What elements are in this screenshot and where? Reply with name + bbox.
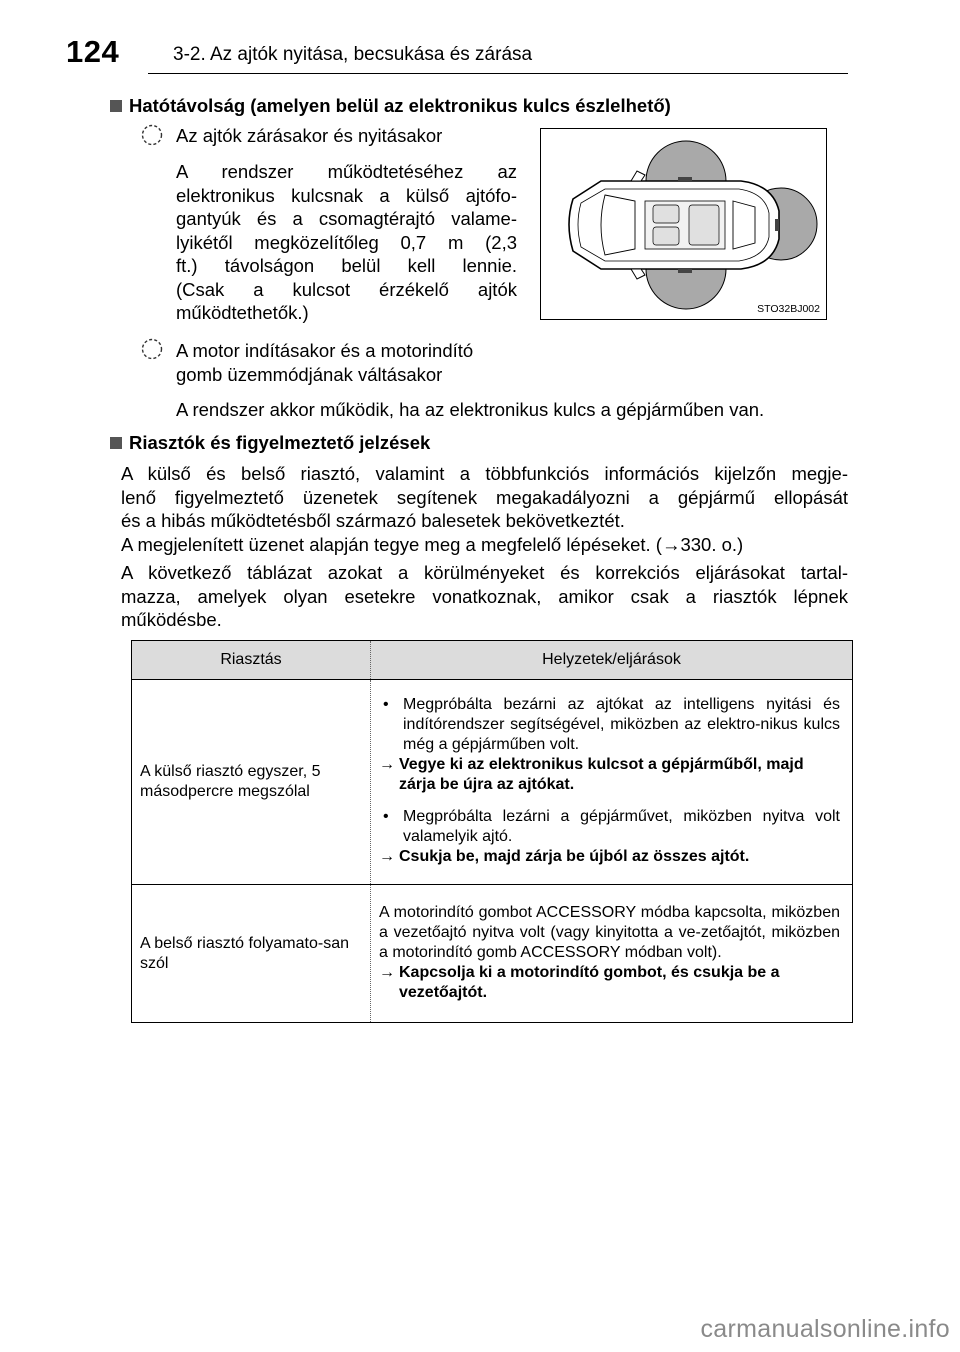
bullet2-body: A rendszer akkor működik, ha az elektronikus kulcs a gépjárműben van. bbox=[176, 399, 765, 420]
list-item bbox=[379, 807, 840, 847]
action-text: Kapcsolja ki a motorindító gombot, és csukja be a vezetőajtót. bbox=[399, 963, 780, 1001]
bullet1-line: gantyúk és a csomagtérajtó valame- bbox=[176, 208, 517, 229]
bullet1-body bbox=[176, 160, 517, 325]
bullet-dot-icon: • bbox=[383, 696, 389, 713]
para1-line: és a hibás működtetésből származó balesetek bekövetkeztét. bbox=[121, 510, 625, 531]
heading-square-icon bbox=[110, 100, 122, 112]
watermark: carmanualsonline.info bbox=[700, 1315, 950, 1343]
para1-line: lenő figyelmeztető üzenetek segítenek megakadályozni a gépjármű ellopását bbox=[121, 486, 848, 508]
page-reference-link[interactable]: 330. o.) bbox=[680, 533, 744, 555]
alarms-paragraph-1 bbox=[121, 462, 848, 556]
table-row bbox=[132, 680, 853, 885]
alarm-table bbox=[131, 640, 853, 1023]
situation-cell bbox=[371, 680, 853, 885]
situation-text: Megpróbálta lezárni a gépjárművet, miközben nyitva volt valamelyik ajtó. bbox=[403, 808, 840, 845]
alarms-paragraph-3 bbox=[121, 561, 848, 632]
arrow-icon: → bbox=[379, 756, 395, 773]
heading-square-icon bbox=[110, 437, 122, 449]
key-range-figure bbox=[540, 128, 827, 320]
alarm-cell: A külső riasztó egyszer, 5 másodpercre megszólal bbox=[132, 680, 371, 885]
bullet2-title bbox=[176, 339, 517, 386]
bullet1-line: ft.) távolságon belül kell lennie. bbox=[176, 255, 517, 276]
page-number: 124 bbox=[66, 34, 120, 69]
dashed-circle-bullet-icon bbox=[137, 124, 167, 146]
para2-prefix: A megjelenített üzenet alapján tegye meg a megfelelő lépéseket. ( bbox=[121, 533, 662, 555]
para3-line: mazza, amelyek olyan esetekre vonatkoznak, amikor csak a riasztók lépnek bbox=[121, 585, 848, 607]
para1-line: A külső és belső riasztó, valamint a többfunkciós információs kijelzőn megje- bbox=[121, 463, 848, 484]
alarm-cell: A belső riasztó folyamato-san szól bbox=[132, 885, 371, 1023]
col-header-alarm: Riasztás bbox=[132, 641, 371, 680]
table-header-row bbox=[132, 641, 853, 680]
arrow-icon: → bbox=[379, 963, 395, 981]
action-item bbox=[379, 847, 840, 867]
action-text: Vegye ki az elektronikus kulcsot a gépjárműből, majd zárja be újra az ajtókat. bbox=[399, 756, 804, 793]
range-heading bbox=[110, 95, 671, 117]
header-rule bbox=[148, 73, 848, 74]
list-item bbox=[379, 695, 840, 755]
action-item bbox=[379, 963, 840, 1003]
action-item bbox=[379, 755, 840, 795]
bullet1-line: lyikétől megközelítőleg 0,7 m (2,3 bbox=[176, 231, 517, 253]
range-heading-text: Hatótávolság (amelyen belül az elektronikus kulcs észlelhető) bbox=[129, 95, 671, 116]
table-row bbox=[132, 885, 853, 1023]
section-title: 3-2. Az ajtók nyitása, becsukása és zárása bbox=[173, 44, 533, 65]
bullet1-line: elektronikus kulcsnak a külső ajtófo- bbox=[176, 184, 517, 206]
alarms-heading-text: Riasztók és figyelmeztető jelzések bbox=[129, 432, 431, 453]
situation-cell bbox=[371, 885, 853, 1023]
para3-line: működésbe. bbox=[121, 609, 222, 630]
bullet1-line: (Csak a kulcsot érzékelő ajtók bbox=[176, 278, 517, 300]
arrow-icon: → bbox=[379, 848, 395, 865]
bullet1-line: A rendszer működtetéséhez az bbox=[176, 161, 517, 182]
para2-line bbox=[121, 533, 848, 557]
action-text: Csukja be, majd zárja be újból az összes ajtót. bbox=[399, 848, 750, 865]
situation-text: Megpróbálta bezárni az ajtókat az intelligens nyitási és indítórendszer segítségével, miközben az elektro-nikus kulcs még a gépjárműben volt. bbox=[403, 696, 840, 753]
bullet-dot-icon: • bbox=[383, 808, 389, 825]
col-header-situations: Helyzetek/eljárások bbox=[371, 641, 853, 680]
bullet2-title-line: gomb üzemmódjának váltásakor bbox=[176, 363, 443, 385]
bullet1-line: működtethetők.) bbox=[176, 302, 309, 323]
reference-arrow-icon: → bbox=[661, 533, 681, 555]
para3-line: A következő táblázat azokat a körülményeket és korrekciós eljárásokat tartal- bbox=[121, 562, 848, 583]
bullet2-title-line: A motor indításakor és a motorindító bbox=[176, 340, 474, 361]
car-topview-illustration bbox=[541, 129, 828, 321]
dashed-circle-bullet-icon bbox=[137, 338, 167, 360]
bullet1-title: Az ajtók zárásakor és nyitásakor bbox=[176, 125, 443, 146]
alarms-heading bbox=[110, 432, 430, 454]
figure-code-label: STO32BJ002 bbox=[757, 303, 820, 315]
situation-text: A motorindító gombot ACCESSORY módba kapcsolta, miközben a vezetőajtó nyitva volt (vagy kinyitotta a ve-zetőajtót, miközben a motorindító gomb ACCESSORY módban volt). bbox=[379, 903, 840, 961]
